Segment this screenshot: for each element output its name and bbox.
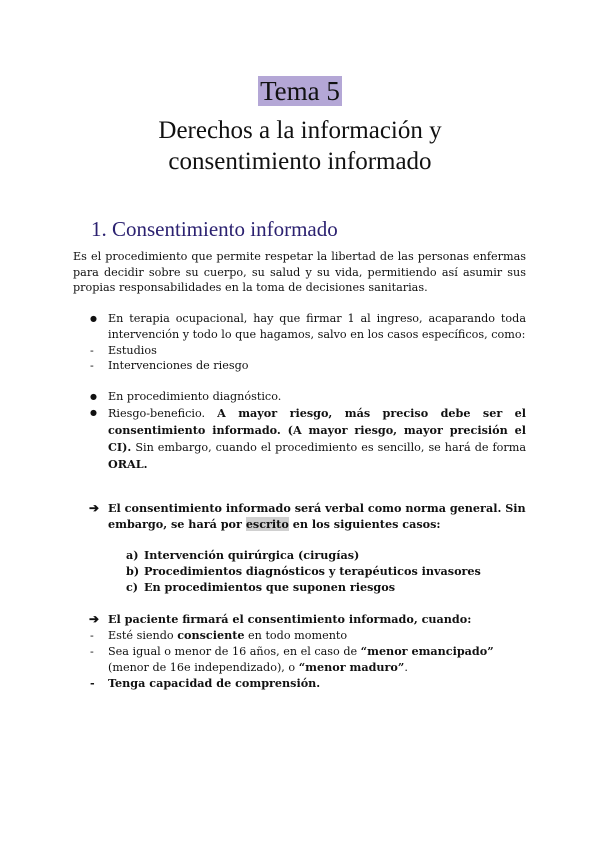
dash-consciente (108, 628, 528, 644)
menor-text-1: Sea igual o menor de 16 años, en el caso de (108, 645, 361, 658)
case-label: a) (126, 548, 139, 562)
case-item (126, 548, 359, 564)
consciente-text-1: Esté siendo (108, 629, 178, 642)
section-heading: 1. Consentimiento informado (91, 217, 338, 241)
menor-emancipado-bold: “menor emancipado” (360, 644, 494, 658)
dash-capacidad: - Tenga capacidad de comprensión. (108, 676, 320, 692)
case-text: En procedimientos que suponen riesgos (144, 580, 396, 594)
arrow-consentimiento-verbal (108, 500, 528, 532)
dash-estudios: - Estudios (108, 343, 157, 359)
dash-intervenciones-riesgo: - Intervenciones de riesgo (108, 358, 248, 374)
consciente-text-2: en todo momento (244, 629, 348, 642)
tema-title (0, 76, 600, 106)
tema-title-text: Tema 5 (260, 76, 340, 106)
menor-maduro-bold: “menor maduro” (298, 659, 405, 674)
consciente-bold: consciente (177, 628, 245, 642)
bullet-riesgo-beneficio (108, 405, 526, 473)
riesgo-bold-1: A mayor riesgo, más preciso debe ser el consentimiento informado. (A mayor riesgo, mayor precisión el CI). (108, 406, 526, 454)
case-text: Intervención quirúrgica (cirugías) (144, 548, 360, 562)
bullet-diagnostico: ● En procedimiento diagnóstico. (108, 389, 526, 405)
page-title-line-2: consentimiento informado (168, 148, 432, 175)
intro-paragraph: Es el procedimiento que permite respetar la libertad de las personas enfermas para decidir sobre su cuerpo, su salud y su vida, permitiendo así asumir sus propias responsabilidades en la toma de decisiones sanitarias. (73, 250, 526, 294)
case-item (126, 580, 395, 596)
bullet-terapia: ● En terapia ocupacional, hay que firmar 1 al ingreso, acaparando toda intervención y todo lo que hagamos, salvo en los casos específicos, como: (108, 311, 526, 342)
riesgo-text-1: Riesgo-beneficio. (108, 407, 218, 420)
case-label: c) (126, 580, 139, 594)
verbal-text-2: en los siguientes casos: (288, 517, 441, 531)
menor-text-3: . (404, 660, 408, 674)
riesgo-bold-2: ORAL. (108, 457, 148, 471)
menor-text-2: (menor de 16e independizado), o (108, 660, 299, 674)
riesgo-text-2: Sin embargo, cuando el procedimiento es sencillo, se hará de forma (131, 441, 526, 454)
case-label: b) (126, 564, 140, 578)
case-item (126, 564, 481, 580)
dash-menor (108, 644, 530, 675)
page-title (0, 115, 600, 177)
case-text: Procedimientos diagnósticos y terapéuticos invasores (144, 564, 481, 578)
escrito-highlight: escrito (245, 517, 289, 531)
page-title-line-1: Derechos a la información y (158, 117, 442, 144)
verbal-text-1: El consentimiento informado será verbal como norma general. Sin embargo, se hará por (108, 501, 526, 531)
arrow-paciente-firmara: ➔ El paciente firmará el consentimiento informado, cuando: (108, 612, 471, 628)
